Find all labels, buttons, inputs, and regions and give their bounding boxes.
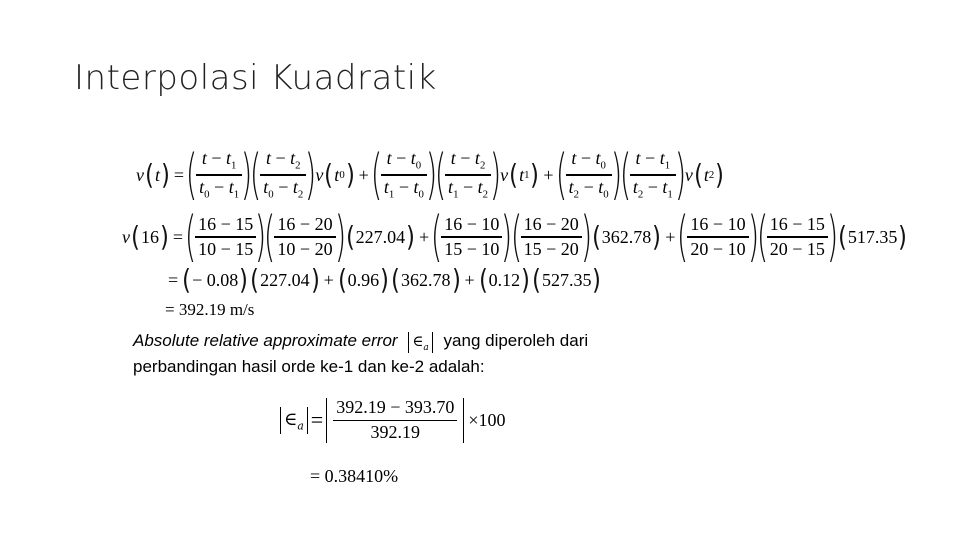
- coef-3: 0.12: [488, 269, 521, 290]
- value-2: 362.78: [601, 226, 652, 247]
- description-rest: yang diperoleh dari: [443, 331, 589, 350]
- abs-error-symbol: $\in_a$: [408, 332, 432, 353]
- formula-relative-error: $\in_a$ = $\frac{392.19 - 393.70}{392.19}$ ×100: [280, 398, 506, 443]
- formula-coefficients: = ( − 0.08 ) ( 227.04 ) + ( 0.96 ) ( 362.78 ) + ( 0.12 ) ( 527.35 ): [168, 263, 602, 296]
- description-line-2: perbandingan hasil orde ke-1 dan ke-2 adalah:: [133, 357, 485, 376]
- formula-result: = 392.19 m/s: [165, 300, 255, 319]
- coef-value-1: 227.04: [260, 269, 310, 290]
- times-100: ×100: [468, 409, 506, 430]
- fraction-2: $\frac{16 - 20}{10 - 20}$: [274, 215, 335, 260]
- slide-title: Interpolasi Kuadratik: [74, 58, 437, 98]
- fraction-1: $\frac{16 - 15}{10 - 15}$: [195, 215, 256, 260]
- description-italic: Absolute relative approximate error: [133, 331, 398, 350]
- coef-value-2: 362.78: [401, 269, 451, 290]
- fraction-4: $\frac{16 - 20}{15 - 20}$: [521, 215, 582, 260]
- fraction-6: $\frac{16 - 15}{20 - 15}$: [767, 215, 828, 260]
- formula-error-result: = 0.38410%: [310, 466, 399, 486]
- coef-2: 0.96: [347, 269, 380, 290]
- value-3: 517.35: [847, 226, 898, 247]
- coef-value-3: 527.35: [541, 269, 592, 290]
- formula-general: v ( t ) = ( $\frac{t - t_1}{t_0 - t_1}$ ) ( $\frac{t - t_2}{t_0 - t_2}$ ) v ( t 0 ) + ( $\frac{t - t_0}{t_1 - t_0}$ ) ( $\frac{t - t_2}{t_1 - t_2}$ ) v ( t 1 ) + ( $\frac{t - t_0}{t_2 - t_0}$ ) ( $\frac{t - t_1}{t_2 - t_1}$ ) v ( t 2 ): [136, 143, 725, 206]
- fraction-5: $\frac{16 - 10}{20 - 10}$: [687, 215, 748, 260]
- description-line-1: [133, 331, 588, 353]
- fraction-3: $\frac{16 - 10}{15 - 10}$: [441, 215, 502, 260]
- error-fraction: $\frac{392.19 - 393.70}{392.19}$: [333, 398, 457, 443]
- value-1: 227.04: [355, 226, 406, 247]
- coef-1: − 0.08: [192, 269, 239, 290]
- formula-substituted: v ( 16 ) = ( $\frac{16 - 15}{10 - 15}$ ) ( $\frac{16 - 20}{10 - 20}$ ) ( 227.04 ) + ( $\frac{16 - 10}{15 - 10}$ ) ( $\frac{16 - 20}{15 - 20}$ ) ( 362.78 ) + ( $\frac{16 - 10}{20 - 10}$ ) ( $\frac{16 - 15}{20 - 15}$ ) ( 517.35 ): [122, 205, 908, 268]
